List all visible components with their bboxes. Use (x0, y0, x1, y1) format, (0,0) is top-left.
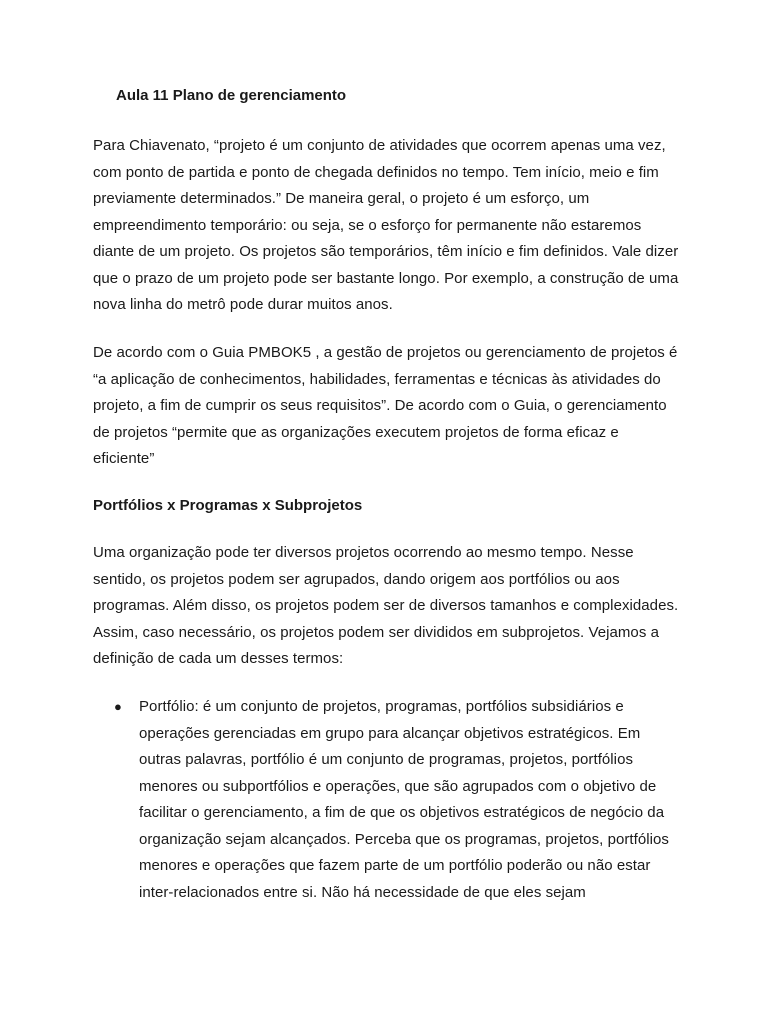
list-item-text: Portfólio: é um conjunto de projetos, programas, portfólios subsidiários e operações gerenciadas em grupo para alcançar objetivos estratégicos. Em outras palavras, portfólio é um conjunto de programas, projetos, portfólios menores ou subportfólios e operações, que são agrupados com o objetivo de facilitar o gerenciamento, a fim de que os objetivos estratégicos de negócio da organização sejam alcançados. Perceba que os programas, projetos, portfólios menores e operações que fazem parte de um portfólio poderão ou não estar inter-relacionados entre si. Não há necessidade de que eles sejam (139, 698, 669, 901)
document-title: Aula 11 Plano de gerenciamento (116, 87, 347, 104)
paragraph-pmbok-definition: De acordo com o Guia PMBOK5 , a gestão de projetos ou gerenciamento de projetos é “a aplicação de conhecimentos, habilidades, ferramentas e técnicas às atividades do projeto, a fim de cumprir os seus requisitos”. De acordo com o Guia, o gerenciamento de projetos “permite que as organizações executem projetos de forma eficaz e eficiente” (93, 344, 678, 467)
list-item-portfolio (93, 694, 693, 906)
paragraph-chiavenato-definition: Para Chiavenato, “projeto é um conjunto de atividades que ocorrem apenas uma vez, com ponto de partida e ponto de chegada definidos no tempo. Tem início, meio e fim previamente determinados.” De maneira geral, o projeto é um esforço, um empreendimento temporário: ou seja, se o esforço for permanente não estaremos diante de um projeto. Os projetos são temporários, têm início e fim definidos. Vale dizer que o prazo de um projeto pode ser bastante longo. Por exemplo, a construção de uma nova linha do metrô pode durar muitos anos. (93, 137, 679, 313)
section-heading: Portfólios x Programas x Subprojetos (93, 497, 363, 514)
bullet-list (93, 694, 693, 906)
section-paragraph: Uma organização pode ter diversos projetos ocorrendo ao mesmo tempo. Nesse sentido, os projetos podem ser agrupados, dando origem aos portfólios ou aos programas. Além disso, os projetos podem ser de diversos tamanhos e complexidades. Assim, caso necessário, os projetos podem ser divididos em subprojetos. Vejamos a definição de cada um desses termos: (93, 544, 679, 667)
bullet-icon: ● (114, 699, 122, 714)
